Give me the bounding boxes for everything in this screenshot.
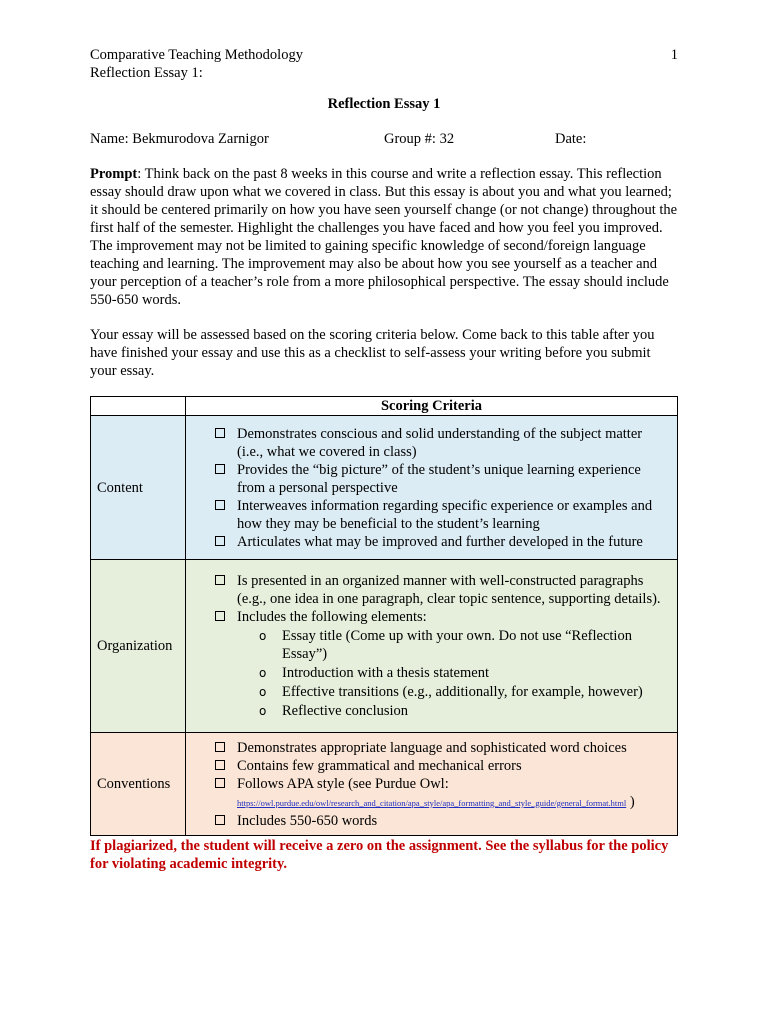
checkbox-icon[interactable] (215, 760, 225, 770)
circle-bullet-icon: o (259, 704, 267, 718)
sub-item: o Introduction with a thesis statement (259, 665, 489, 681)
group-number: Group #: 32 (384, 131, 455, 147)
circle-bullet-icon: o (259, 666, 267, 680)
sub-item: o Reflective conclusion (259, 703, 409, 719)
conventions-row (91, 733, 678, 836)
category-organization: Organization (91, 560, 186, 733)
plagiarism-warning: If plagiarized, the student will receive a zero on the assignment. See the syllabus for the policy for violating academic integrity. (90, 838, 669, 872)
checklist-item: Contains few grammatical and mechanical errors (215, 757, 671, 775)
checklist-item: Demonstrates appropriate language and sophisticated word choices (215, 739, 671, 757)
running-header (90, 46, 678, 82)
checkbox-icon[interactable] (215, 536, 225, 546)
prompt-label: Prompt (90, 166, 138, 182)
checkbox-icon[interactable] (215, 611, 225, 621)
checklist-item: Demonstrates conscious and solid understanding of the subject matter (i.e., what we covered in class) (215, 425, 671, 461)
checklist-item: Interweaves information regarding specific experience or examples and how they may be beneficial to the student’s learning (215, 497, 671, 533)
document-title: Reflection Essay 1 (327, 96, 441, 112)
course-title: Comparative Teaching Methodology (90, 47, 303, 63)
checkbox-icon[interactable] (215, 778, 225, 788)
essay-label: Reflection Essay 1: (90, 65, 203, 81)
circle-bullet-icon: o (259, 685, 267, 699)
checklist-item: Includes the following elements: o Essay title (Come up with your own. Do not use “Reflection Essay”) o Introduction with a thesis statement o Effective transitions (e.g., additionally, for example, however) o Reflective conclusion (215, 608, 671, 720)
table-header-title: Scoring Criteria (186, 397, 678, 416)
category-content: Content (91, 416, 186, 560)
checkbox-icon[interactable] (215, 575, 225, 585)
student-name: Name: Bekmurodova Zarnigor (90, 131, 269, 147)
checklist-item: Is presented in an organized manner with well-constructed paragraphs (e.g., one idea in one paragraph, clear topic sentence, supporting details). (215, 572, 671, 608)
circle-bullet-icon: o (259, 629, 267, 643)
checkbox-icon[interactable] (215, 428, 225, 438)
assessment-note: Your essay will be assessed based on the scoring criteria below. Come back to this table after you have finished your essay and use this as a checklist to self-assess your writing before you submit your essay. (90, 327, 655, 379)
checkbox-icon[interactable] (215, 464, 225, 474)
content-row (91, 416, 678, 560)
table-header-blank (91, 397, 186, 416)
checkbox-icon[interactable] (215, 742, 225, 752)
required-elements-list (237, 627, 671, 720)
sub-item: o Effective transitions (e.g., additionally, for example, however) (259, 684, 643, 700)
prompt-paragraph (90, 165, 680, 309)
checklist-item: Provides the “big picture” of the student’s unique learning experience from a personal perspective (215, 461, 671, 497)
conventions-criteria (186, 733, 678, 836)
checklist-item: Includes 550-650 words (215, 812, 671, 830)
content-criteria (186, 416, 678, 560)
organization-criteria (186, 560, 678, 733)
category-conventions: Conventions (91, 733, 186, 836)
checklist-item: Follows APA style (see Purdue Owl: https://owl.purdue.edu/owl/research_and_citation/apa_style/apa_formatting_and_style_guide/general_format.html ) (215, 775, 671, 812)
organization-row (91, 560, 678, 733)
checklist-item: Articulates what may be improved and further developed in the future (215, 533, 671, 551)
purdue-owl-link[interactable]: https://owl.purdue.edu/owl/research_and_citation/apa_style/apa_formatting_and_style_guide/general_format.html (237, 797, 627, 808)
scoring-criteria-table (90, 396, 678, 836)
sub-item: o Essay title (Come up with your own. Do not use “Reflection Essay”) (259, 628, 632, 662)
checkbox-icon[interactable] (215, 500, 225, 510)
prompt-text: : Think back on the past 8 weeks in this course and write a reflection essay. This reflection essay should draw upon what we covered in class. But this essay is about you and what you learned; it should be centered primarily on how you have seen yourself change (or not change) throughout the first half of the semester. Highlight the challenges you have faced and how you feel you improved. The improvement may not be limited to gaining specific knowledge of second/foreign language teaching and learning. The improvement may also be about how you see yourself as a teacher and your perception of a teacher’s role from a more philosophical perspective. The essay should include 550-650 words. (90, 166, 678, 308)
checkbox-icon[interactable] (215, 815, 225, 825)
page-number: 1 (670, 47, 678, 63)
date-field: Date: (555, 131, 587, 147)
